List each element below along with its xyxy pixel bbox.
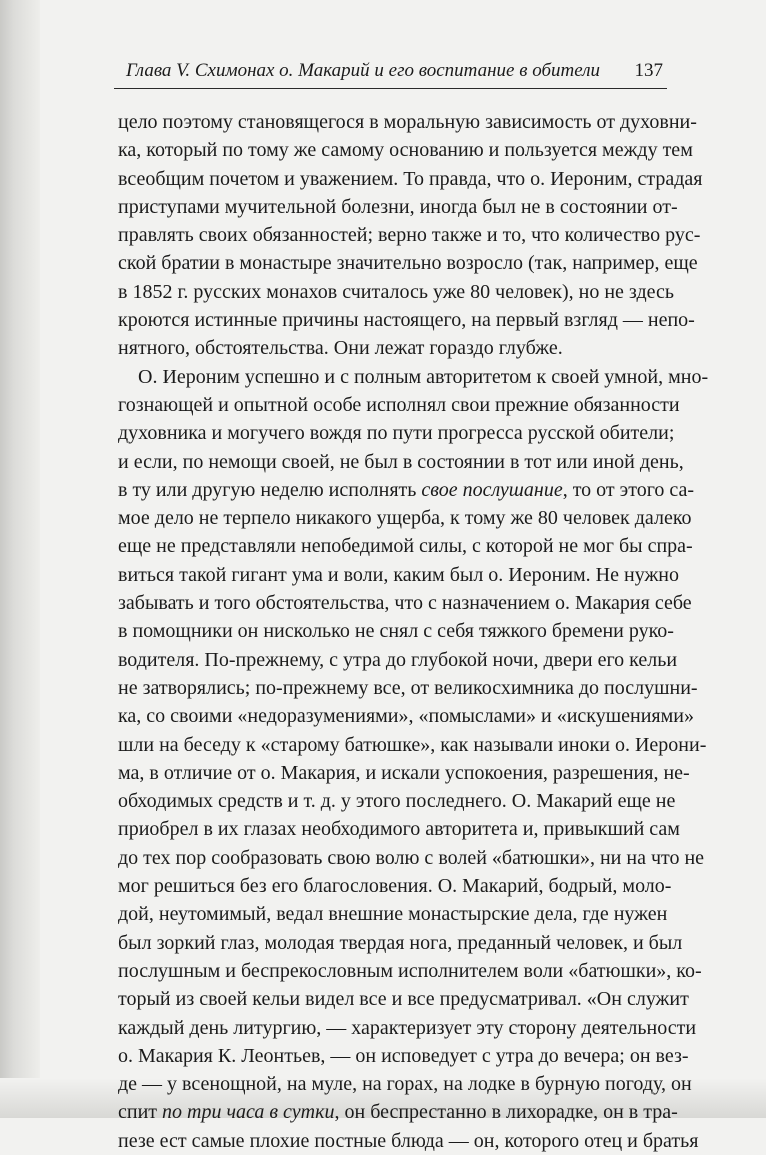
text-segment: каждый день литургию, — характеризует эту сторону деятельности	[118, 1016, 697, 1039]
text-segment: о. Макария К. Леонтьев, — он исповедует с утра до вечера; он вез-	[118, 1044, 689, 1067]
running-title: Глава V. Схимонах о. Макарий и его воспитание в обители	[126, 60, 601, 81]
text-segment: ка, со своими «недоразумениями», «помыслами» и «искушениями»	[118, 705, 694, 728]
body-text	[118, 108, 709, 1155]
text-segment: О. Иероним успешно и с полным авторитетом к своей умной, мно-	[138, 365, 709, 388]
text-line	[118, 136, 693, 164]
text-line	[118, 985, 689, 1013]
text-line	[118, 221, 701, 249]
text-line	[118, 731, 707, 759]
text-segment: не затворялись; по-прежнему все, от великосхимника до послушни-	[118, 676, 698, 699]
text-segment: мог решиться без его благословения. О. Макарий, бодрый, моло-	[118, 875, 672, 898]
text-segment: пезе ест самые плохие постные блюда — он, которого отец и братья	[118, 1129, 699, 1152]
text-segment: всеобщим почетом и уважением. То правда, что о. Иероним, страдая	[118, 167, 703, 190]
text-line	[118, 193, 678, 221]
text-line	[118, 872, 672, 900]
text-line	[118, 278, 675, 306]
text-segment: де — у всенощной, на муле, на горах, на лодке в бурную погоду, он	[118, 1073, 692, 1096]
text-line	[118, 363, 709, 391]
text-segment: послушным и беспрекословным исполнителем воли «батюшки», ко-	[118, 959, 702, 982]
italic-text: свое послушание	[421, 478, 563, 501]
text-segment: мое дело не терпело никакого ущерба, к тому же 80 человек далеко	[118, 507, 692, 530]
text-line	[118, 561, 679, 589]
text-segment: цело поэтому становящегося в моральную зависимость от духовни-	[118, 111, 697, 133]
text-segment: был зоркий глаз, молодая твердая нога, преданный человек, и был	[118, 931, 683, 954]
italic-text: по три часа в сутки	[162, 1101, 335, 1124]
text-line	[118, 815, 680, 843]
page-shadow	[0, 0, 40, 1118]
text-line	[118, 334, 666, 362]
text-segment: гознающей и опытной особе исполнял свои прежние обязанности	[118, 393, 680, 416]
text-line	[118, 702, 694, 730]
text-line	[118, 844, 705, 872]
text-segment: водителя. По-прежнему, с утра до глубокой ночи, двери его кельи	[118, 648, 678, 671]
text-line	[118, 617, 674, 645]
text-segment: в помощники он нисколько не снял с себя тяжкого бремени руко-	[118, 620, 674, 643]
text-line	[118, 419, 675, 447]
text-line	[118, 1070, 692, 1098]
text-line	[118, 787, 676, 815]
text-line	[118, 448, 684, 476]
text-line	[118, 1098, 678, 1126]
text-segment: дой, неутомимый, ведал внешние монастырские дела, где нужен	[118, 903, 668, 926]
text-segment: кроются истинные причины настоящего, на первый взгляд — непо-	[118, 309, 695, 332]
text-line	[118, 929, 683, 957]
text-line	[118, 504, 692, 532]
running-header	[114, 58, 667, 89]
text-line	[118, 306, 695, 334]
text-line	[118, 1127, 699, 1155]
text-segment: в ту или другую неделю исполнять	[118, 478, 422, 501]
text-segment: забывать и того обстоятельства, что с назначением о. Макария себе	[118, 592, 692, 615]
text-segment: еще не представляли непобедимой силы, с которой не мог бы спра-	[118, 535, 693, 558]
text-segment: духовника и могучего вождя по пути прогресса русской обители;	[118, 422, 675, 445]
text-segment: ма, в отличие от о. Макария, и искали успокоения, разрешения, не-	[118, 761, 690, 784]
text-line	[118, 1042, 689, 1070]
text-segment: , он беспрестанно в лихорадке, он в тра-	[334, 1101, 678, 1124]
text-line	[118, 165, 703, 193]
text-segment: и если, по немощи своей, не был в состоянии в тот или иной день,	[118, 450, 684, 473]
text-line	[118, 249, 698, 277]
text-segment: приступами мучительной болезни, иногда был не в состоянии от-	[118, 195, 678, 218]
text-line	[118, 1014, 697, 1042]
text-line	[118, 532, 693, 560]
text-segment: правлять своих обязанностей; верно также и то, что количество рус-	[118, 224, 701, 247]
text-line	[118, 957, 702, 985]
text-segment: шли на беседу к «старому батюшке», как называли иноки о. Иерони-	[118, 733, 707, 756]
text-segment: до тех пор сообразовать свою волю с волей «батюшки», ни на что не	[118, 846, 705, 869]
text-segment: , то от этого са-	[562, 478, 695, 501]
text-line	[118, 108, 697, 136]
text-segment: в 1852 г. русских монахов считалось уже 80 человек), но не здесь	[118, 280, 675, 303]
text-line	[118, 900, 666, 928]
text-segment: виться такой гигант ума и воли, каким был о. Иероним. Не нужно	[118, 563, 679, 586]
text-segment: обходимых средств и т. д. у этого последнего. О. Макарий еще не	[118, 790, 676, 813]
text-line	[118, 391, 680, 419]
text-segment: торый из своей кельи видел все и все предусматривал. «Он служит	[118, 988, 689, 1011]
text-line	[118, 589, 692, 617]
page-number: 137	[634, 60, 663, 81]
text-segment: спит	[118, 1101, 163, 1124]
text-line	[118, 646, 678, 674]
text-segment: нятного, обстоятельства. Они лежат гораздо глубже.	[118, 337, 563, 360]
text-line	[118, 759, 690, 787]
text-segment: ской братии в монастыре значительно возросло (так, например, еще	[118, 252, 698, 275]
text-segment: приобрел в их глазах необходимого авторитета и, привыкший сам	[118, 818, 680, 841]
text-line	[118, 674, 698, 702]
text-segment: ка, который по тому же самому основанию и пользуется между тем	[118, 139, 693, 162]
text-line	[118, 476, 695, 504]
